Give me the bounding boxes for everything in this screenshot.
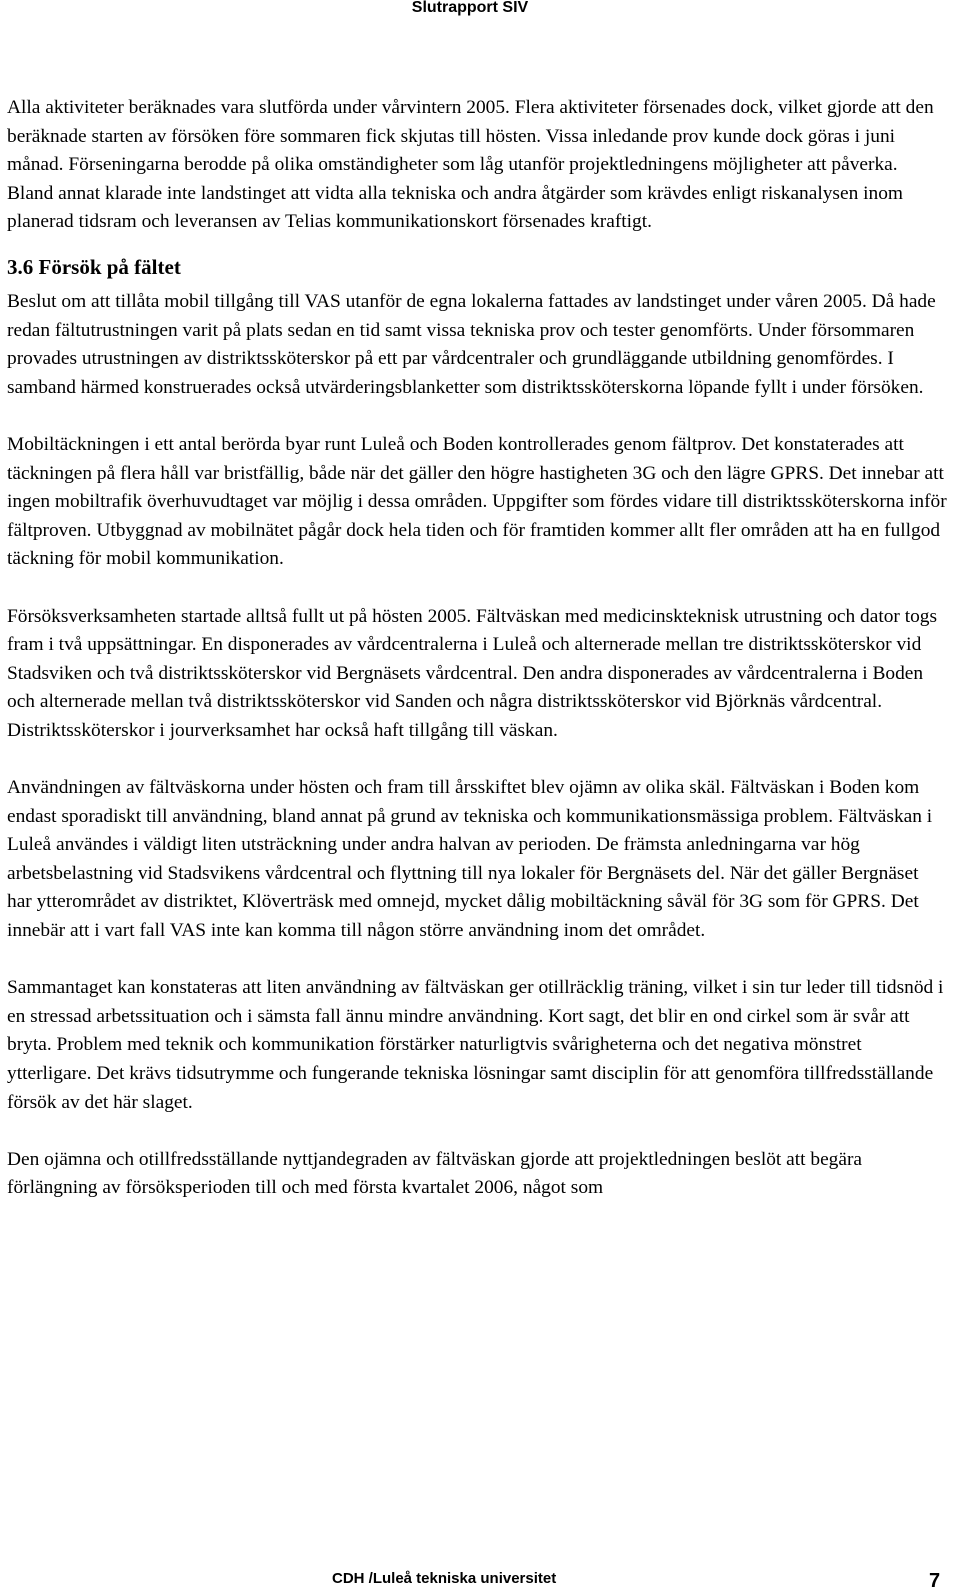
- page-number: 7: [929, 1570, 941, 1592]
- paragraph-extension: Den ojämna och otillfredsställande nyttjandegraden av fältväskan gjorde att projektledningen beslöt att begära förlängning av försöksperioden till och med första kvartalet 2006, något som: [7, 1148, 863, 1199]
- section-heading: 3.6 Försök på fältet: [7, 254, 181, 279]
- paragraph-delays: Alla aktiviteter beräknades vara slutförda under vårvintern 2005. Flera aktiviteter försenades dock, vilket gjorde att den beräknade starten av försöken före sommaren fick skjutas till hösten. Vissa inledande prov kunde dock göras i juni månad. Förseningarna berodde på olika omständigheter som låg utanför projektledningens möjligheter att påverka. Bland annat klarade inte landstinget att vidta alla tekniska och andra åtgärder som krävdes enligt riskanalysen inom planerad tidsram och leveransen av Telias kommunikationskort försenades kraftigt.: [7, 97, 934, 233]
- paragraph-usage: Användningen av fältväskorna under hösten och fram till årsskiftet blev ojämn av olika skäl. Fältväskan i Boden kom endast sporadiskt till användning, bland annat på grund av tekniska och kommunikationsmässiga problem. Fältväskan i Luleå användes i väldigt liten utsträckning under andra halvan av perioden. De främsta anledningarna var hög arbetsbelastning vid Stadsvikens vårdcentral och flyttning till nya lokaler för Bergnäsets del. När det gäller Bergnäset har ytterområdet av distriktet, Klöverträsk med omnejd, mycket dålig mobiltäckning såväl för 3G som för GPRS. Det innebär att i vart fall VAS inte kan komma till någon större användning inom det området.: [7, 777, 933, 942]
- paragraph-trial-start: Försöksverksamheten startade alltså fullt ut på hösten 2005. Fältväskan med medicinskteknisk utrustning och dator togs fram i två uppsättningar. En disponerades av vårdcentralerna i Luleå och alternerade mellan tre distriktssköterskor vid Stadsviken och två distriktssköterskor vid Bergnäsets vårdcentral. Den andra disponerades av vårdcentralerna i Boden och alternerade mellan två distriktssköterskor vid Sanden och några distriktssköterskor vid Björknäs vårdcentral. Distriktssköterskor i jourverksamhet har också haft tillgång till väskan.: [7, 605, 938, 741]
- running-header: Slutrapport SIV: [411, 0, 529, 16]
- paragraph-summary: Sammantaget kan konstateras att liten användning av fältväskan ger otillräcklig träning, vilket i sin tur leder till tidsnöd i en stressad arbetssituation och i sämsta fall ännu mindre användning. Kort sagt, det blir en ond cirkel som är svår att bryta. Problem med teknik och kommunikation förstärker naturligtvis svårigheterna och det negativa mönstret ytterligare. Det krävs tidsutrymme och fungerande tekniska lösningar samt disciplin för att genomföra tillfredsställande försök av det här slaget.: [7, 977, 944, 1113]
- paragraph-decision: Beslut om att tillåta mobil tillgång till VAS utanför de egna lokalerna fattades av landstinget under våren 2005. Då hade redan fältutrustningen varit på plats sedan en tid samt vissa tekniska prov och tester genomförts. Under försommaren provades utrustningen av distriktssköterskor på ett par vårdcentraler och grundläggande utbildning genomfördes. I samband härmed konstruerades också utvärderingsblanketter som distriktssköterskorna löpande fyllt i under försöken.: [7, 290, 936, 398]
- document-body: [7, 94, 947, 1232]
- page-footer: [0, 1565, 960, 1595]
- paragraph-coverage: Mobiltäckningen i ett antal berörda byar runt Luleå och Boden kontrollerades genom fältprov. Det konstaterades att täckningen på flera håll var bristfällig, både när det gäller den högre hastigheten 3G och den lägre GPRS. Det innebar att ingen mobiltrafik överhuvudtaget var möjlig i dessa områden. Uppgifter som fördes vidare till distriktssköterskorna inför fältproven. Utbyggnad av mobilnätet pågår dock hela tiden och för framtiden kommer allt fler områden att ha en fullgod täckning för mobil kommunikation.: [7, 433, 947, 570]
- footer-organization: CDH /Luleå tekniska universitet: [332, 1570, 557, 1587]
